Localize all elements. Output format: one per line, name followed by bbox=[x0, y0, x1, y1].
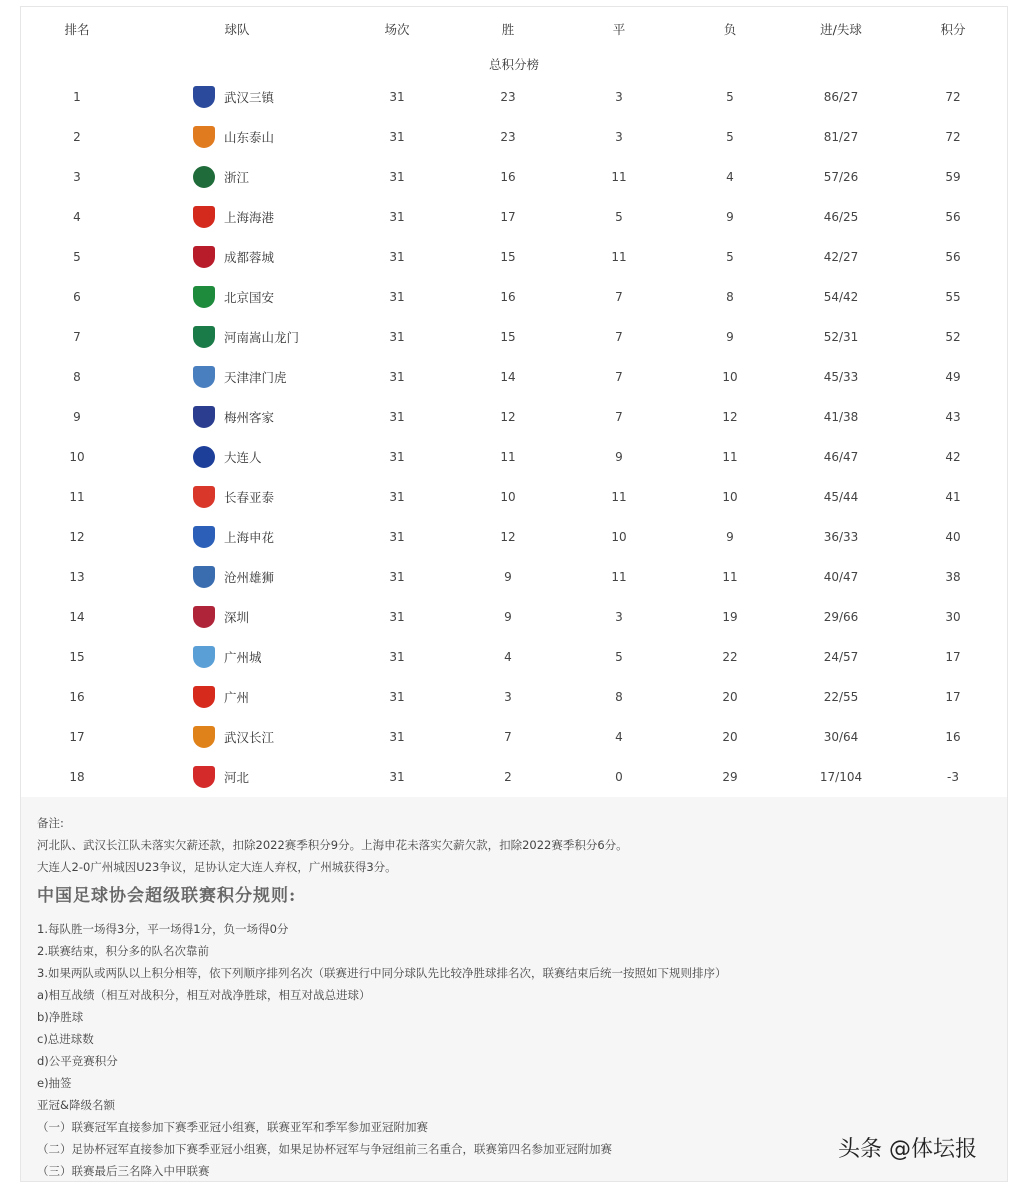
points-cell: 42 bbox=[945, 450, 961, 464]
rank-cell: 3 bbox=[73, 170, 81, 184]
rule-line: b)净胜球 bbox=[37, 1010, 84, 1024]
team-name: 上海海港 bbox=[224, 210, 275, 225]
played-cell: 31 bbox=[389, 90, 405, 104]
rank-cell: 4 bbox=[73, 210, 81, 224]
rank-cell: 2 bbox=[73, 130, 81, 144]
draw-cell: 0 bbox=[615, 770, 623, 784]
win-cell: 23 bbox=[500, 90, 516, 104]
goals-cell: 29/66 bbox=[823, 610, 859, 624]
draw-cell: 7 bbox=[615, 410, 623, 424]
loss-cell: 5 bbox=[726, 130, 734, 144]
loss-cell: 22 bbox=[722, 650, 738, 664]
rank-cell: 13 bbox=[69, 570, 85, 584]
win-cell: 4 bbox=[504, 650, 512, 664]
rule-line: 3.如果两队或两队以上积分相等，依下列顺序排列名次（联赛进行中同分球队先比较净胜球排名次，联赛结束后统一按照如下规则排序） bbox=[37, 966, 727, 980]
team-cell bbox=[193, 766, 249, 788]
team-name: 上海申花 bbox=[224, 530, 275, 545]
team-name: 山东泰山 bbox=[224, 130, 275, 145]
draw-cell: 8 bbox=[615, 690, 623, 704]
team-name: 河北 bbox=[224, 770, 250, 785]
loss-cell: 20 bbox=[722, 690, 738, 704]
win-cell: 9 bbox=[504, 610, 512, 624]
played-cell: 31 bbox=[389, 290, 405, 304]
team-cell bbox=[193, 686, 249, 708]
points-cell: 38 bbox=[945, 570, 961, 584]
rule-line: d)公平竞赛积分 bbox=[37, 1054, 118, 1068]
loss-cell: 8 bbox=[726, 290, 734, 304]
rank-cell: 9 bbox=[73, 410, 81, 424]
played-cell: 31 bbox=[389, 770, 405, 784]
notes-section bbox=[21, 797, 1007, 1181]
win-cell: 11 bbox=[500, 450, 516, 464]
win-cell: 2 bbox=[504, 770, 512, 784]
table-row bbox=[21, 477, 1007, 517]
table-row bbox=[21, 77, 1007, 117]
loss-cell: 29 bbox=[722, 770, 738, 784]
team-logo-icon bbox=[193, 526, 215, 548]
rule-line: （三）联赛最后三名降入中甲联赛 bbox=[37, 1164, 210, 1178]
team-logo-icon bbox=[193, 766, 215, 788]
table-row bbox=[21, 317, 1007, 357]
loss-cell: 20 bbox=[722, 730, 738, 744]
rank-cell: 14 bbox=[69, 610, 85, 624]
team-cell bbox=[193, 726, 274, 748]
table-row bbox=[21, 437, 1007, 477]
loss-cell: 9 bbox=[726, 330, 734, 344]
team-name: 浙江 bbox=[224, 170, 250, 185]
rule-line: （二）足协杯冠军直接参加下赛季亚冠小组赛，如果足协杯冠军与争冠组前三名重合，联赛第四名参加亚冠附加赛 bbox=[37, 1142, 612, 1156]
table-row bbox=[21, 277, 1007, 317]
team-logo-icon bbox=[193, 686, 215, 708]
rule-line: c)总进球数 bbox=[37, 1032, 94, 1046]
loss-cell: 12 bbox=[722, 410, 738, 424]
team-cell bbox=[193, 646, 262, 668]
played-cell: 31 bbox=[389, 730, 405, 744]
loss-cell: 5 bbox=[726, 250, 734, 264]
team-cell bbox=[193, 286, 274, 308]
rank-cell: 16 bbox=[69, 690, 85, 704]
rule-line: a)相互战绩（相互对战积分，相互对战净胜球，相互对战总进球） bbox=[37, 988, 371, 1002]
team-name: 河南嵩山龙门 bbox=[224, 330, 300, 345]
header-rank: 排名 bbox=[64, 22, 90, 37]
table-subtitle: 总积分榜 bbox=[488, 57, 540, 72]
played-cell: 31 bbox=[389, 610, 405, 624]
draw-cell: 11 bbox=[611, 250, 627, 264]
team-name: 武汉三镇 bbox=[224, 90, 275, 105]
team-cell bbox=[193, 526, 274, 548]
header-win: 胜 bbox=[501, 22, 515, 37]
table-row bbox=[21, 557, 1007, 597]
win-cell: 3 bbox=[504, 690, 512, 704]
win-cell: 12 bbox=[500, 530, 516, 544]
header-team: 球队 bbox=[224, 22, 250, 37]
draw-cell: 9 bbox=[615, 450, 623, 464]
win-cell: 10 bbox=[500, 490, 516, 504]
rank-cell: 7 bbox=[73, 330, 81, 344]
team-cell bbox=[193, 166, 249, 188]
team-name: 成都蓉城 bbox=[224, 250, 275, 265]
team-logo-icon bbox=[193, 726, 215, 748]
team-cell bbox=[193, 206, 274, 228]
team-name: 大连人 bbox=[224, 450, 262, 465]
points-cell: 59 bbox=[945, 170, 961, 184]
table-header bbox=[21, 7, 1007, 47]
draw-cell: 3 bbox=[615, 610, 623, 624]
rank-cell: 17 bbox=[69, 730, 85, 744]
loss-cell: 4 bbox=[726, 170, 734, 184]
table-row bbox=[21, 357, 1007, 397]
team-logo-icon bbox=[193, 86, 215, 108]
team-name: 沧州雄狮 bbox=[224, 570, 275, 585]
played-cell: 31 bbox=[389, 370, 405, 384]
played-cell: 31 bbox=[389, 490, 405, 504]
loss-cell: 11 bbox=[722, 450, 738, 464]
played-cell: 31 bbox=[389, 250, 405, 264]
goals-cell: 46/25 bbox=[823, 210, 859, 224]
points-cell: 52 bbox=[945, 330, 961, 344]
points-cell: 40 bbox=[945, 530, 961, 544]
points-cell: -3 bbox=[947, 770, 959, 784]
team-logo-icon bbox=[193, 206, 215, 228]
team-name: 梅州客家 bbox=[224, 410, 275, 425]
table-row bbox=[21, 237, 1007, 277]
team-cell bbox=[193, 126, 274, 148]
draw-cell: 3 bbox=[615, 130, 623, 144]
team-cell bbox=[193, 606, 249, 628]
rank-cell: 10 bbox=[69, 450, 85, 464]
rank-cell: 5 bbox=[73, 250, 81, 264]
team-logo-icon bbox=[193, 246, 215, 268]
points-cell: 56 bbox=[945, 250, 961, 264]
team-name: 北京国安 bbox=[224, 290, 275, 305]
points-cell: 43 bbox=[945, 410, 961, 424]
played-cell: 31 bbox=[389, 170, 405, 184]
draw-cell: 7 bbox=[615, 370, 623, 384]
team-logo-icon bbox=[193, 486, 215, 508]
goals-cell: 17/104 bbox=[819, 770, 863, 784]
rank-cell: 6 bbox=[73, 290, 81, 304]
team-logo-icon bbox=[193, 286, 215, 308]
header-goals: 进/失球 bbox=[820, 22, 862, 37]
table-row bbox=[21, 757, 1007, 797]
win-cell: 15 bbox=[500, 250, 516, 264]
points-cell: 17 bbox=[945, 650, 961, 664]
loss-cell: 9 bbox=[726, 210, 734, 224]
goals-cell: 24/57 bbox=[823, 650, 859, 664]
rank-cell: 12 bbox=[69, 530, 85, 544]
draw-cell: 5 bbox=[615, 650, 623, 664]
team-cell bbox=[193, 486, 274, 508]
team-name: 广州城 bbox=[224, 650, 262, 665]
table-row bbox=[21, 717, 1007, 757]
team-cell bbox=[193, 366, 287, 388]
loss-cell: 11 bbox=[722, 570, 738, 584]
team-cell bbox=[193, 566, 274, 588]
win-cell: 17 bbox=[500, 210, 516, 224]
team-logo-icon bbox=[193, 126, 215, 148]
played-cell: 31 bbox=[389, 410, 405, 424]
goals-cell: 81/27 bbox=[823, 130, 859, 144]
draw-cell: 7 bbox=[615, 330, 623, 344]
points-cell: 49 bbox=[945, 370, 961, 384]
rank-cell: 11 bbox=[69, 490, 85, 504]
win-cell: 12 bbox=[500, 410, 516, 424]
loss-cell: 10 bbox=[722, 490, 738, 504]
goals-cell: 86/27 bbox=[823, 90, 859, 104]
team-cell bbox=[193, 246, 274, 268]
goals-cell: 36/33 bbox=[823, 530, 859, 544]
points-cell: 56 bbox=[945, 210, 961, 224]
played-cell: 31 bbox=[389, 650, 405, 664]
rank-cell: 18 bbox=[69, 770, 85, 784]
win-cell: 9 bbox=[504, 570, 512, 584]
team-name: 广州 bbox=[224, 690, 250, 705]
played-cell: 31 bbox=[389, 570, 405, 584]
rules-title: 中国足球协会超级联赛积分规则: bbox=[37, 886, 297, 906]
rank-cell: 15 bbox=[69, 650, 85, 664]
draw-cell: 7 bbox=[615, 290, 623, 304]
played-cell: 31 bbox=[389, 450, 405, 464]
team-logo-icon bbox=[193, 566, 215, 588]
goals-cell: 41/38 bbox=[823, 410, 859, 424]
team-logo-icon bbox=[193, 646, 215, 668]
table-row bbox=[21, 157, 1007, 197]
win-cell: 15 bbox=[500, 330, 516, 344]
points-cell: 72 bbox=[945, 130, 961, 144]
played-cell: 31 bbox=[389, 690, 405, 704]
table-row bbox=[21, 637, 1007, 677]
win-cell: 23 bbox=[500, 130, 516, 144]
loss-cell: 19 bbox=[722, 610, 738, 624]
played-cell: 31 bbox=[389, 130, 405, 144]
table-row bbox=[21, 397, 1007, 437]
notes-label: 备注: bbox=[37, 816, 64, 830]
team-logo-icon bbox=[193, 406, 215, 428]
watermark-text: 头条 @体坛报 bbox=[838, 1137, 977, 1162]
header-draw: 平 bbox=[612, 22, 626, 37]
draw-cell: 11 bbox=[611, 490, 627, 504]
table-row bbox=[21, 597, 1007, 637]
points-cell: 55 bbox=[945, 290, 961, 304]
rule-line: e)抽签 bbox=[37, 1076, 72, 1090]
loss-cell: 10 bbox=[722, 370, 738, 384]
rule-line: 亚冠&降级名额 bbox=[37, 1098, 115, 1112]
win-cell: 16 bbox=[500, 170, 516, 184]
rule-line: 2.联赛结束，积分多的队名次靠前 bbox=[37, 944, 209, 958]
header-points: 积分 bbox=[940, 22, 966, 37]
played-cell: 31 bbox=[389, 330, 405, 344]
team-name: 深圳 bbox=[224, 610, 250, 625]
team-logo-icon bbox=[193, 326, 215, 348]
loss-cell: 5 bbox=[726, 90, 734, 104]
team-name: 长春亚泰 bbox=[224, 490, 275, 505]
rule-line: 1.每队胜一场得3分，平一场得1分，负一场得0分 bbox=[37, 922, 289, 936]
goals-cell: 45/44 bbox=[823, 490, 859, 504]
notes-line: 大连人2-0广州城因U23争议，足协认定大连人弃权，广州城获得3分。 bbox=[37, 860, 397, 874]
goals-cell: 42/27 bbox=[823, 250, 859, 264]
team-logo-icon bbox=[193, 366, 215, 388]
draw-cell: 10 bbox=[611, 530, 627, 544]
team-cell bbox=[193, 406, 274, 428]
draw-cell: 11 bbox=[611, 570, 627, 584]
table-row bbox=[21, 517, 1007, 557]
goals-cell: 52/31 bbox=[823, 330, 859, 344]
points-cell: 41 bbox=[945, 490, 961, 504]
team-logo-icon bbox=[193, 606, 215, 628]
team-cell bbox=[193, 86, 274, 108]
goals-cell: 30/64 bbox=[823, 730, 859, 744]
goals-cell: 40/47 bbox=[823, 570, 859, 584]
rule-line: （一）联赛冠军直接参加下赛季亚冠小组赛，联赛亚军和季军参加亚冠附加赛 bbox=[37, 1120, 428, 1134]
table-row bbox=[21, 677, 1007, 717]
rank-cell: 1 bbox=[73, 90, 81, 104]
team-logo-icon bbox=[193, 166, 215, 188]
team-name: 天津津门虎 bbox=[224, 370, 287, 385]
draw-cell: 11 bbox=[611, 170, 627, 184]
loss-cell: 9 bbox=[726, 530, 734, 544]
points-cell: 16 bbox=[945, 730, 961, 744]
table-row bbox=[21, 197, 1007, 237]
points-cell: 17 bbox=[945, 690, 961, 704]
rank-cell: 8 bbox=[73, 370, 81, 384]
header-loss: 负 bbox=[723, 22, 737, 37]
table-row bbox=[21, 117, 1007, 157]
team-name: 武汉长江 bbox=[224, 730, 275, 745]
points-cell: 72 bbox=[945, 90, 961, 104]
win-cell: 16 bbox=[500, 290, 516, 304]
team-logo-icon bbox=[193, 446, 215, 468]
goals-cell: 45/33 bbox=[823, 370, 859, 384]
draw-cell: 3 bbox=[615, 90, 623, 104]
points-cell: 30 bbox=[945, 610, 961, 624]
draw-cell: 5 bbox=[615, 210, 623, 224]
played-cell: 31 bbox=[389, 210, 405, 224]
win-cell: 14 bbox=[500, 370, 516, 384]
standings-panel bbox=[20, 6, 1008, 1182]
goals-cell: 22/55 bbox=[823, 690, 859, 704]
notes-line: 河北队、武汉长江队未落实欠薪还款，扣除2022赛季积分9分。上海申花未落实欠薪欠款，扣除2022赛季积分6分。 bbox=[37, 838, 628, 852]
goals-cell: 46/47 bbox=[823, 450, 859, 464]
team-cell bbox=[193, 446, 262, 468]
played-cell: 31 bbox=[389, 530, 405, 544]
win-cell: 7 bbox=[504, 730, 512, 744]
goals-cell: 54/42 bbox=[823, 290, 859, 304]
team-cell bbox=[193, 326, 299, 348]
header-played: 场次 bbox=[384, 22, 410, 37]
draw-cell: 4 bbox=[615, 730, 623, 744]
goals-cell: 57/26 bbox=[823, 170, 859, 184]
